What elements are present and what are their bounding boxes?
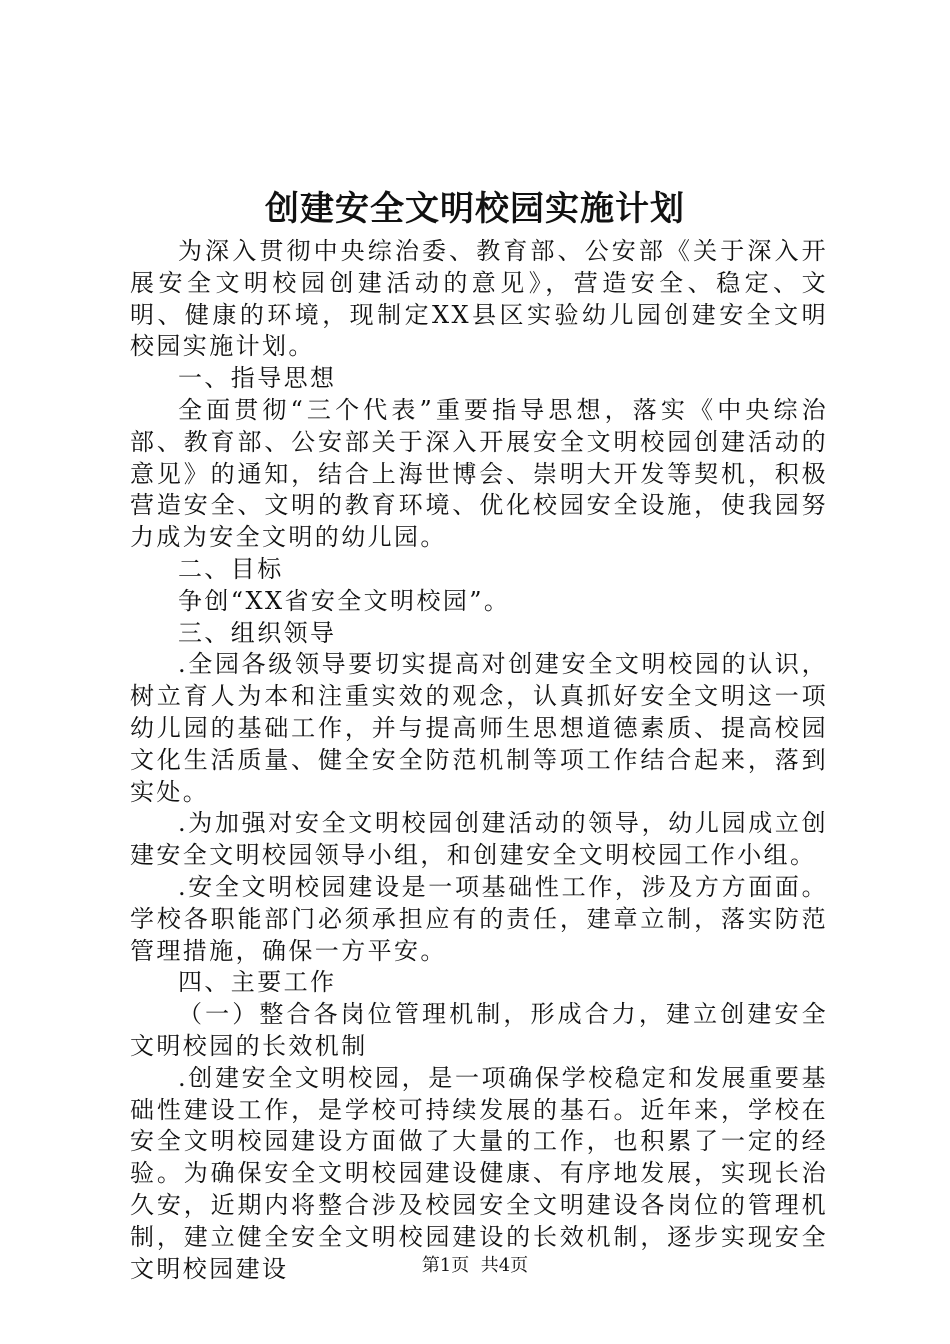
- document-title: 创建安全文明校园实施计划: [265, 189, 685, 229]
- section-heading-goal: 二、目标: [178, 554, 284, 583]
- subsection-heading-1: （一）整合各岗位管理机制，形成合力，建立创建安全文明校园的长效机制: [130, 1000, 828, 1060]
- document-body: [130, 236, 828, 1285]
- leadership-paragraph-3: .安全文明校园建设是一项基础性工作，涉及方方面面。学校各职能部门必须承担应有的责任，建章立制，落实防范管理措施，确保一方平安。: [130, 872, 828, 965]
- intro-paragraph: 为深入贯彻中央综治委、教育部、公安部《关于深入开展安全文明校园创建活动的意见》，营造安全、稳定、文明、健康的环境，现制定XX县区实验幼儿园创建安全文明校园实施计划。: [130, 237, 828, 361]
- guiding-ideology-paragraph: 全面贯彻“三个代表”重要指导思想，落实《中央综治部、教育部、公安部关于深入开展安全文明校园创建活动的意见》的通知，结合上海世博会、崇明大开发等契机，积极营造安全、文明的教育环境、优化校园安全设施，使我园努力成为安全文明的幼儿园。: [130, 395, 828, 552]
- leadership-paragraph-2: .为加强对安全文明校园创建活动的领导，幼儿园成立创建安全文明校园领导小组，和创建安全文明校园工作小组。: [130, 809, 828, 870]
- main-work-paragraph-1: .创建安全文明校园，是一项确保学校稳定和发展重要基础性建设工作，是学校可持续发展的基石。近年来，学校在安全文明校园建设方面做了大量的工作，也积累了一定的经验。为确保安全文明校园建设健康、有序地发展，实现长治久安，近期内将整合涉及校园安全文明建设各岗位的管理机制，建立健全安全文明校园建设的长效机制，逐步实现安全文明校园建设: [130, 1063, 828, 1283]
- leadership-paragraph-1: .全园各级领导要切实提高对创建安全文明校园的认识，树立育人为本和注重实效的观念，认真抓好安全文明这一项幼儿园的基础工作，并与提高师生思想道德素质、提高校园文化生活质量、健全安全防范机制等项工作结合起来，落到实处。: [130, 650, 828, 806]
- section-heading-guiding-ideology: 一、指导思想: [178, 364, 337, 393]
- section-heading-leadership: 三、组织领导: [178, 618, 337, 647]
- goal-paragraph: 争创“XX省安全文明校园”。: [178, 586, 511, 615]
- section-heading-main-work: 四、主要工作: [178, 968, 337, 997]
- page-number: 第1页 共4页: [421, 1255, 529, 1276]
- page-footer: [0, 1254, 950, 1278]
